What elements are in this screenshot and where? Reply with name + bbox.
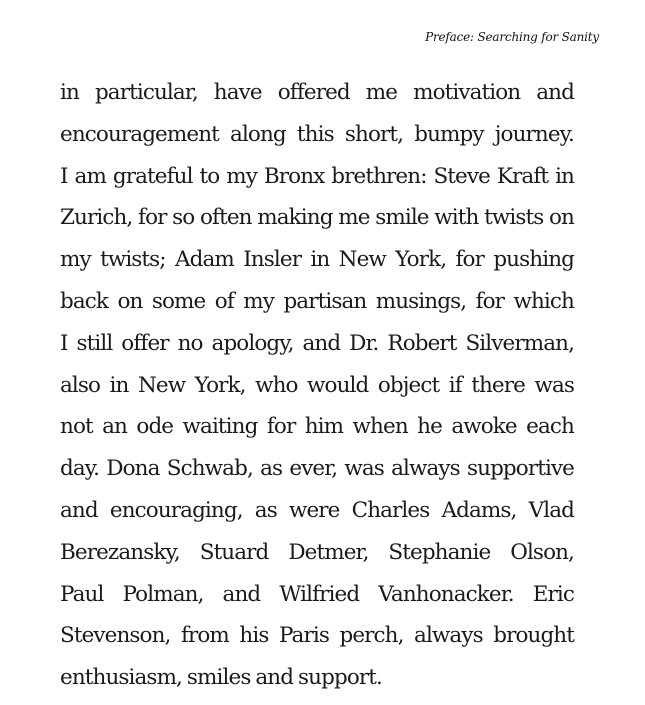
- text-line: day. Dona Schwab, as ever, was always supportive: [60, 456, 574, 482]
- text-line: I am grateful to my Bronx brethren: Steve Kraft in: [60, 163, 574, 189]
- text-line: also in New York, who would object if there was: [60, 372, 574, 398]
- body-paragraph: [60, 72, 574, 699]
- text-line: in particular, have offered me motivation and: [60, 80, 574, 105]
- text-line: Zurich, for so often making me smile with twists on: [60, 205, 574, 231]
- text-line: Paul Polman, and Wilfried Vanhonacker. Eric: [60, 581, 574, 607]
- text-line: and encouraging, as were Charles Adams, Vlad: [60, 497, 574, 523]
- text-line-last: enthusiasm, smiles and support.: [60, 665, 382, 691]
- text-line: Stevenson, from his Paris perch, always brought: [60, 623, 574, 649]
- text-line: encouragement along this short, bumpy journey.: [60, 121, 574, 147]
- text-line: I still offer no apology, and Dr. Robert Silverman,: [60, 330, 574, 356]
- text-line: back on some of my partisan musings, for which: [60, 288, 574, 314]
- running-header: Preface: Searching for Sanity: [425, 30, 599, 44]
- text-line: my twists; Adam Insler in New York, for pushing: [60, 247, 574, 273]
- text-line: Berezansky, Stuard Detmer, Stephanie Olson,: [60, 539, 574, 565]
- text-line: not an ode waiting for him when he awoke each: [60, 414, 574, 440]
